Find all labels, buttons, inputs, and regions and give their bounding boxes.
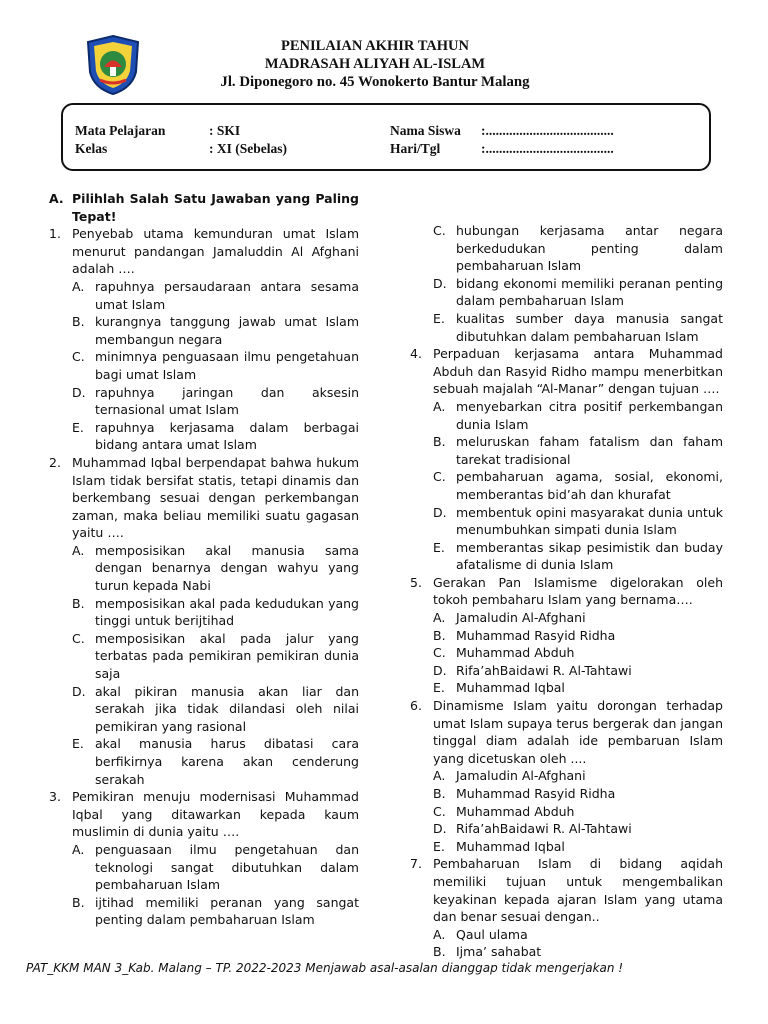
name-field[interactable]: :...................................... <box>481 123 614 138</box>
question <box>49 225 359 278</box>
document-header <box>200 37 550 91</box>
question-text: Penyebab utama kemunduran umat Islam menurut pandangan Jamaluddin Al Afghani adalah …. <box>72 226 359 277</box>
answer-option[interactable] <box>433 433 723 468</box>
answer-option[interactable] <box>72 542 359 595</box>
option-text: penguasaan ilmu pengetahuan dan teknologi sangat dibutuhkan dalam pembaharuan Islam <box>95 841 359 893</box>
option-text: kualitas sumber daya manusia sangat dibutuhkan dalam pembaharuan Islam <box>456 310 723 344</box>
answer-option[interactable] <box>433 820 723 838</box>
question <box>49 788 359 841</box>
question-number: 5. <box>410 574 422 590</box>
answer-option[interactable] <box>433 767 723 785</box>
class-value: : XI (Sebelas) <box>209 141 287 156</box>
question <box>410 697 723 767</box>
answer-option[interactable] <box>433 838 723 856</box>
question-text: Pembaharuan Islam di bidang aqidah memiliki tujuan untuk mengembalikan keyakinan kepada ajaran Islam yang utama dan benar sesuai dengan.. <box>433 856 723 925</box>
header-title: PENILAIAN AKHIR TAHUN <box>281 38 469 54</box>
section-heading <box>49 190 359 225</box>
option-text: akal manusia harus dibatasi cara berfikirnya karena akan cenderung serakah <box>95 736 359 787</box>
option-letter: E. <box>433 310 445 326</box>
answer-option[interactable] <box>433 785 723 803</box>
header-address: Jl. Diponegoro no. 45 Wonokerto Bantur Malang <box>220 74 530 90</box>
option-text: Muhammad Abduh <box>456 803 575 819</box>
question-number: 7. <box>410 856 422 872</box>
option-text: kurangnya tanggung jawab umat Islam membangun negara <box>95 314 359 347</box>
option-letter: E. <box>433 838 445 854</box>
date-label: Hari/Tgl <box>390 141 441 156</box>
section-title: Pilihlah Salah Satu Jawaban yang Paling Tepat! <box>72 191 359 224</box>
option-letter: C. <box>72 630 85 646</box>
option-text: menyebarkan citra positif perkembangan dunia Islam <box>456 398 723 432</box>
option-letter: D. <box>433 662 447 678</box>
option-text: Jamaludin Al-Afghani <box>456 768 586 784</box>
answer-option[interactable] <box>433 504 723 539</box>
option-text: Qaul ulama <box>456 926 528 942</box>
option-text: pembaharuan agama, sosial, ekonomi, memberantas bid’ah dan khurafat <box>456 469 723 502</box>
option-text: Rifa’ahBaidawi R. Al-Tahtawi <box>456 821 632 837</box>
header-school-name: MADRASAH ALIYAH AL-ISLAM <box>264 56 486 72</box>
option-text: akal pikiran manusia akan liar dan serakah jika tidak dilandasi oleh nilai pemikiran yang rasional <box>95 683 359 734</box>
option-text: Muhammad Rasyid Ridha <box>456 786 616 801</box>
question-text: Muhammad Iqbal berpendapat bahwa hukum Islam tidak bersifat statis, tetapi dinamis dan berkembang sesuai dengan perkembangan zaman, maka beliau memiliki suatu gagasan yaitu …. <box>72 454 359 541</box>
option-letter: C. <box>72 349 85 365</box>
question-number: 4. <box>410 346 422 362</box>
question-number: 2. <box>49 454 61 470</box>
option-text: memposisikan akal manusia sama dengan benarnya dengan wahyu yang turun kepada Nabi <box>95 542 359 594</box>
answer-option[interactable] <box>433 398 723 433</box>
option-letter: A. <box>72 542 85 558</box>
option-letter: B. <box>72 314 85 330</box>
date-field[interactable]: :...................................... <box>481 141 614 156</box>
answer-option[interactable] <box>72 630 359 683</box>
answer-option[interactable] <box>433 644 723 662</box>
answer-option[interactable] <box>433 222 723 275</box>
right-column <box>410 222 723 961</box>
option-text: rapuhnya jaringan dan aksesin ternasional umat Islam <box>95 384 359 418</box>
question <box>410 574 723 609</box>
question-number: 1. <box>49 226 61 242</box>
option-text: Muhammad Iqbal <box>456 838 565 854</box>
option-letter: D. <box>72 384 86 400</box>
answer-option[interactable] <box>433 310 723 345</box>
option-text: memposisikan akal pada kedudukan yang tinggi untuk berijtihad <box>95 595 359 629</box>
answer-option[interactable] <box>433 926 723 944</box>
option-letter: D. <box>433 275 447 291</box>
option-letter: B. <box>72 595 85 611</box>
option-letter: B. <box>433 944 446 960</box>
answer-option[interactable] <box>72 735 359 788</box>
option-letter: E. <box>433 680 445 696</box>
option-letter: C. <box>433 223 446 238</box>
answer-option[interactable] <box>433 679 723 697</box>
option-letter: A. <box>433 398 446 414</box>
answer-option[interactable] <box>433 803 723 821</box>
option-text: meluruskan faham fatalism dan faham tarekat tradisional <box>456 434 723 467</box>
question-number: 3. <box>49 789 61 805</box>
option-letter: B. <box>433 786 446 801</box>
question <box>49 454 359 542</box>
section-letter: A. <box>49 191 64 206</box>
class-label: Kelas <box>75 141 108 156</box>
option-text: rapuhnya kerjasama dalam berbagai bidang antara umat Islam <box>95 419 359 453</box>
option-letter: A. <box>433 610 446 626</box>
option-text: Muhammad Iqbal <box>456 680 565 696</box>
option-letter: B. <box>433 434 446 450</box>
answer-option[interactable] <box>72 595 359 630</box>
option-letter: D. <box>433 504 447 520</box>
option-text: Rifa’ahBaidawi R. Al-Tahtawi <box>456 662 632 678</box>
answer-option[interactable] <box>72 683 359 736</box>
option-letter: A. <box>433 926 446 942</box>
answer-option[interactable] <box>72 384 359 419</box>
left-column <box>49 190 359 929</box>
question <box>410 855 723 925</box>
question <box>410 345 723 398</box>
answer-option[interactable] <box>433 627 723 645</box>
answer-option[interactable] <box>433 275 723 310</box>
option-letter: D. <box>72 683 86 699</box>
option-letter: B. <box>433 627 446 643</box>
answer-option[interactable] <box>72 894 359 929</box>
option-letter: A. <box>433 768 446 784</box>
option-letter: B. <box>72 894 85 910</box>
option-letter: E. <box>72 736 84 752</box>
option-letter: E. <box>433 539 445 555</box>
question-text: Dinamisme Islam yaitu dorongan terhadap umat Islam supaya terus bergerak dan jangan tinggal diam adalah ide pembaruan Islam yang dicetuskan oleh .... <box>433 698 723 766</box>
answer-option[interactable] <box>72 841 359 894</box>
option-letter: E. <box>72 419 84 435</box>
option-text: bidang ekonomi memiliki peranan penting dalam pembaharuan Islam <box>456 275 723 309</box>
answer-option[interactable] <box>72 419 359 454</box>
name-label: Nama Siswa <box>390 123 461 138</box>
option-text: Muhammad Rasyid Ridha <box>456 627 616 643</box>
school-logo-icon <box>84 34 142 96</box>
answer-option[interactable] <box>72 348 359 383</box>
option-text: ijtihad memiliki peranan yang sangat penting dalam pembaharuan Islam <box>95 894 359 928</box>
option-text: memposisikan akal pada jalur yang terbatas pada pemikiran pemikiran dunia saja <box>95 630 359 682</box>
option-text: membentuk opini masyarakat dunia untuk menumbuhkan simpati dunia Islam <box>456 504 723 538</box>
question-text: Perpaduan kerjasama antara Muhammad Abduh dan Rasyid Ridho mampu menerbitkan sebuah majalah “Al-Manar” dengan tujuan …. <box>433 346 723 397</box>
answer-option[interactable] <box>433 539 723 574</box>
option-text: memberantas sikap pesimistik dan buday afatalisme di dunia Islam <box>456 539 723 573</box>
answer-option[interactable] <box>433 943 723 961</box>
page-footer: PAT_KKM MAN 3_Kab. Malang – TP. 2022-2023 Menjawab asal-asalan dianggap tidak mengerjakan ! <box>26 961 624 975</box>
subject-label: Mata Pelajaran <box>75 123 166 138</box>
option-text: rapuhnya persaudaraan antara sesama umat Islam <box>95 278 359 312</box>
option-text: minimnya penguasaan ilmu pengetahuan bagi umat Islam <box>95 349 359 382</box>
question-number: 6. <box>410 698 422 714</box>
subject-value: : SKI <box>209 123 241 138</box>
question-text: Pemikiran menuju modernisasi Muhammad Iqbal yang ditawarkan kepada kaum muslimin di dunia yaitu …. <box>72 789 359 840</box>
answer-option[interactable] <box>72 278 359 313</box>
question-text: Gerakan Pan Islamisme digelorakan oleh tokoh pembaharu Islam yang bernama…. <box>433 574 723 608</box>
answer-option[interactable] <box>433 662 723 680</box>
option-letter: C. <box>433 645 446 661</box>
option-text: Ijma’ sahabat <box>456 944 542 960</box>
student-info-box <box>61 103 711 171</box>
answer-option[interactable] <box>433 468 723 503</box>
option-letter: A. <box>72 841 85 857</box>
option-letter: C. <box>433 469 446 485</box>
option-text: hubungan kerjasama antar negara berkedudukan penting dalam pembaharuan Islam <box>456 223 723 274</box>
answer-option[interactable] <box>72 313 359 348</box>
option-letter: C. <box>433 803 446 819</box>
answer-option[interactable] <box>433 609 723 627</box>
option-letter: D. <box>433 821 447 837</box>
option-text: Muhammad Abduh <box>456 645 575 661</box>
option-text: Jamaludin Al-Afghani <box>456 610 586 626</box>
option-letter: A. <box>72 278 85 294</box>
